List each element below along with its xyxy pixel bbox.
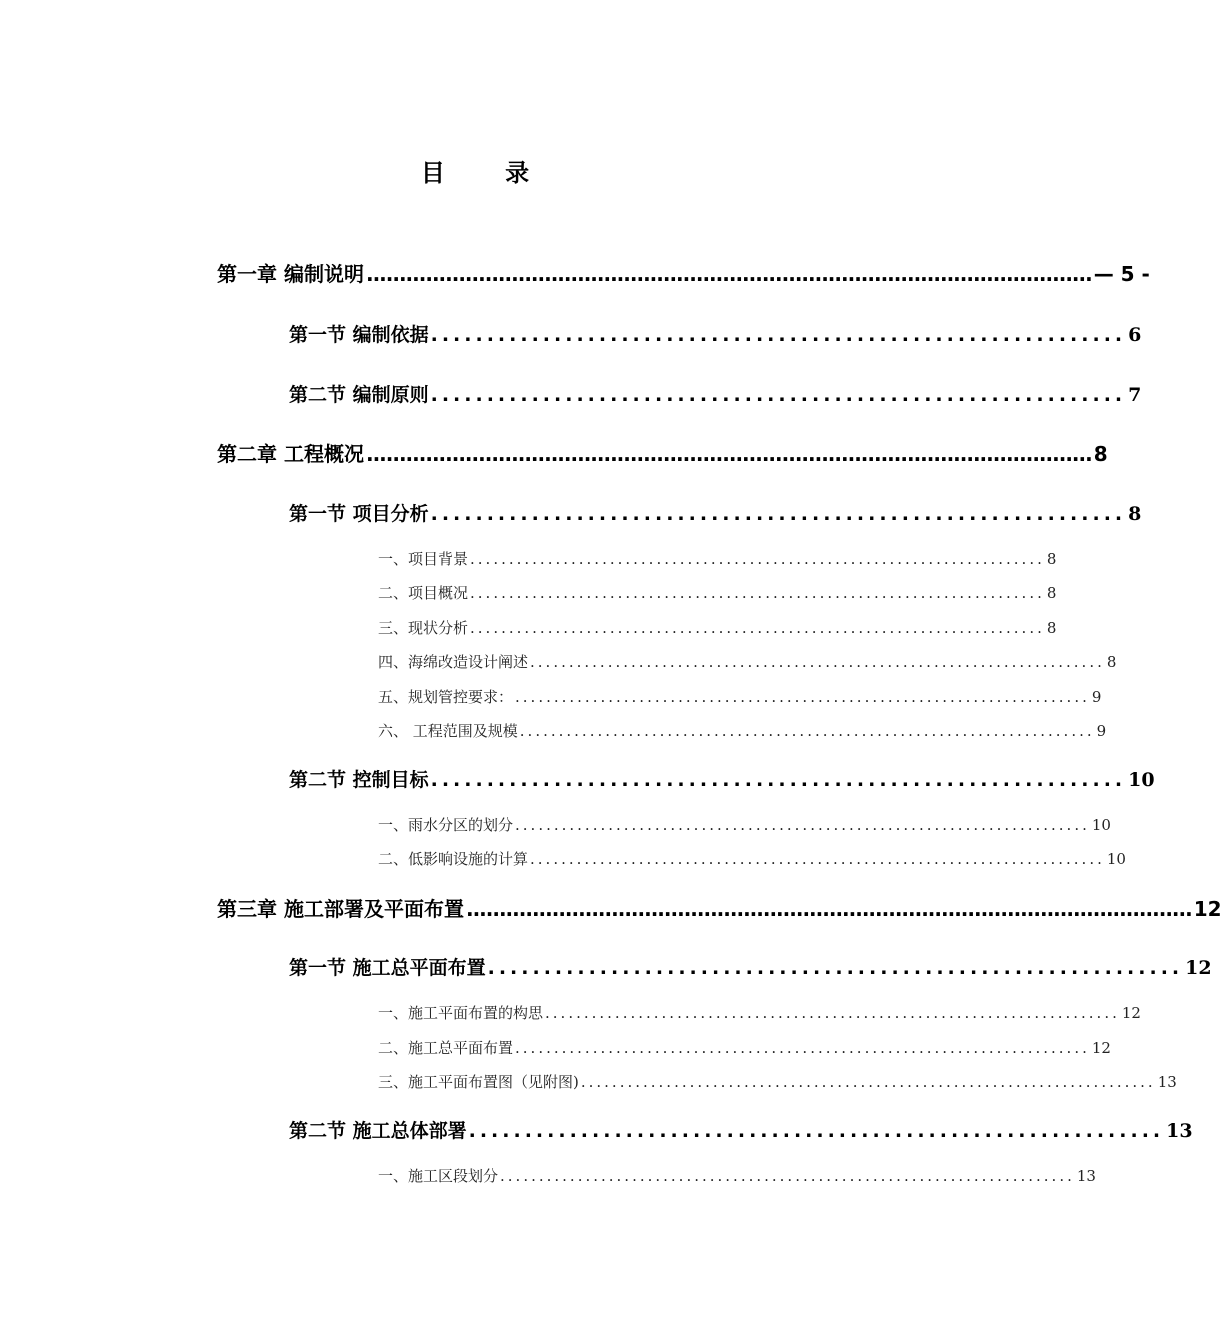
toc-page-number: 8 — [1128, 503, 1142, 525]
toc-page-number: 7 — [1128, 384, 1142, 406]
toc-entry-label: 三、现状分析 — [378, 619, 469, 637]
toc-page-number: 8 — [1046, 619, 1057, 637]
toc-item-3-1-2[interactable] — [378, 1037, 1111, 1058]
toc-page-number: 8 — [1093, 442, 1108, 466]
dot-leader: .......................................................................... — [500, 1167, 1075, 1185]
toc-page-number: 8 — [1046, 584, 1057, 602]
toc-item-2-2-1[interactable] — [378, 814, 1111, 835]
toc-entry-label: 二、低影响设施的计算 — [378, 850, 529, 868]
toc-chapter-1[interactable] — [217, 258, 1150, 287]
toc-entry-label: 一、施工区段划分 — [378, 1167, 499, 1185]
toc-item-2-1-1[interactable] — [378, 548, 1057, 569]
toc-page-number: 10 — [1128, 769, 1155, 791]
toc-entry-label: 第一节 编制依据 — [289, 324, 429, 346]
dot-leader: .......................................................................... — [530, 653, 1105, 671]
dot-leader: .......................................................................... — [519, 722, 1095, 740]
toc-page-number: 9 — [1091, 688, 1102, 706]
dot-leader: .......................................................................... — [470, 619, 1045, 637]
toc-entry-label: 第二节 控制目标 — [289, 769, 429, 791]
toc-section-2-1[interactable] — [289, 499, 1142, 526]
toc-entry-label: 第三章 施工部署及平面布置 — [217, 897, 464, 921]
dot-leader: .......................................................................... — [515, 1039, 1090, 1057]
toc-section-1-2[interactable] — [289, 380, 1142, 407]
dot-leader: .............................................................. — [430, 324, 1127, 346]
toc-entry-label: 一、施工平面布置的构思 — [378, 1004, 544, 1022]
toc-entry-label: 第一节 项目分析 — [289, 503, 429, 525]
dot-leader: .......................................................................... — [580, 1073, 1156, 1091]
toc-entry-label: 六、 工程范围及规模 — [378, 722, 518, 740]
toc-page-number: 12 — [1121, 1004, 1141, 1022]
toc-page-number: 13 — [1076, 1167, 1096, 1185]
dot-leader: .......................................................................... — [470, 550, 1045, 568]
dot-leader: .............................................................. — [430, 503, 1127, 525]
toc-item-2-1-4[interactable] — [378, 651, 1117, 672]
dot-leader: .......................................................................... — [515, 816, 1090, 834]
dot-leader: .............................................................. — [487, 957, 1184, 979]
toc-entry-label: 第二节 施工总体部署 — [289, 1120, 467, 1142]
toc-item-3-2-1[interactable] — [378, 1165, 1096, 1186]
toc-entry-label: 二、施工总平面布置 — [378, 1039, 514, 1057]
toc-page-number: 13 — [1166, 1120, 1193, 1142]
toc-section-2-2[interactable] — [289, 765, 1155, 792]
toc-page-number: 12 — [1091, 1039, 1111, 1057]
toc-page-number: 12 — [1185, 957, 1212, 979]
dot-leader: .............................................................................................................. — [465, 897, 1192, 921]
toc-title: 目 录 — [420, 159, 556, 187]
toc-chapter-2[interactable] — [217, 438, 1108, 467]
toc-item-2-1-5[interactable] — [378, 686, 1102, 707]
dot-leader: .......................................................................... — [515, 688, 1090, 706]
toc-section-3-1[interactable] — [289, 953, 1212, 980]
toc-item-2-1-6[interactable] — [378, 720, 1107, 741]
toc-page-number: 10 — [1091, 816, 1111, 834]
dot-leader: .............................................................................................................. — [365, 442, 1092, 466]
dot-leader: .............................................................. — [430, 384, 1127, 406]
toc-item-2-1-3[interactable] — [378, 617, 1057, 638]
toc-page-number: 8 — [1046, 550, 1057, 568]
toc-entry-label: 五、规划管控要求： — [378, 688, 514, 706]
toc-entry-label: 三、施工平面布置图（见附图) — [378, 1073, 579, 1091]
toc-entry-label: 第二节 编制原则 — [289, 384, 429, 406]
toc-entry-label: 一、雨水分区的划分 — [378, 816, 514, 834]
toc-entry-label: 第二章 工程概况 — [217, 442, 364, 466]
toc-item-2-1-2[interactable] — [378, 582, 1057, 603]
toc-page-number: 8 — [1106, 653, 1117, 671]
toc-page-number: 6 — [1128, 324, 1142, 346]
toc-entry-label: 四、海绵改造设计阐述 — [378, 653, 529, 671]
dot-leader: .......................................................................... — [545, 1004, 1120, 1022]
dot-leader: .......................................................................... — [530, 850, 1105, 868]
toc-entry-label: 一、项目背景 — [378, 550, 469, 568]
toc-entry-label: 第一章 编制说明 — [217, 262, 364, 286]
toc-page-number: 13 — [1157, 1073, 1177, 1091]
toc-section-1-1[interactable] — [289, 320, 1142, 347]
toc-entry-label: 二、项目概况 — [378, 584, 469, 602]
toc-page-number: 9 — [1096, 722, 1107, 740]
toc-page-number: 10 — [1106, 850, 1126, 868]
dot-leader: .......................................................................... — [470, 584, 1045, 602]
dot-leader: .............................................................. — [468, 1120, 1165, 1142]
toc-section-3-2[interactable] — [289, 1116, 1193, 1143]
dot-leader: .............................................................. — [430, 769, 1127, 791]
toc-chapter-3[interactable] — [217, 893, 1222, 922]
dot-leader: .............................................................................................................. — [365, 262, 1092, 286]
toc-item-2-2-2[interactable] — [378, 848, 1126, 869]
toc-item-3-1-3[interactable] — [378, 1071, 1177, 1092]
toc-entry-label: 第一节 施工总平面布置 — [289, 957, 486, 979]
toc-item-3-1-1[interactable] — [378, 1002, 1141, 1023]
toc-page-number: — 5 - — [1093, 262, 1150, 286]
toc-page-number: 12 — [1193, 897, 1222, 921]
